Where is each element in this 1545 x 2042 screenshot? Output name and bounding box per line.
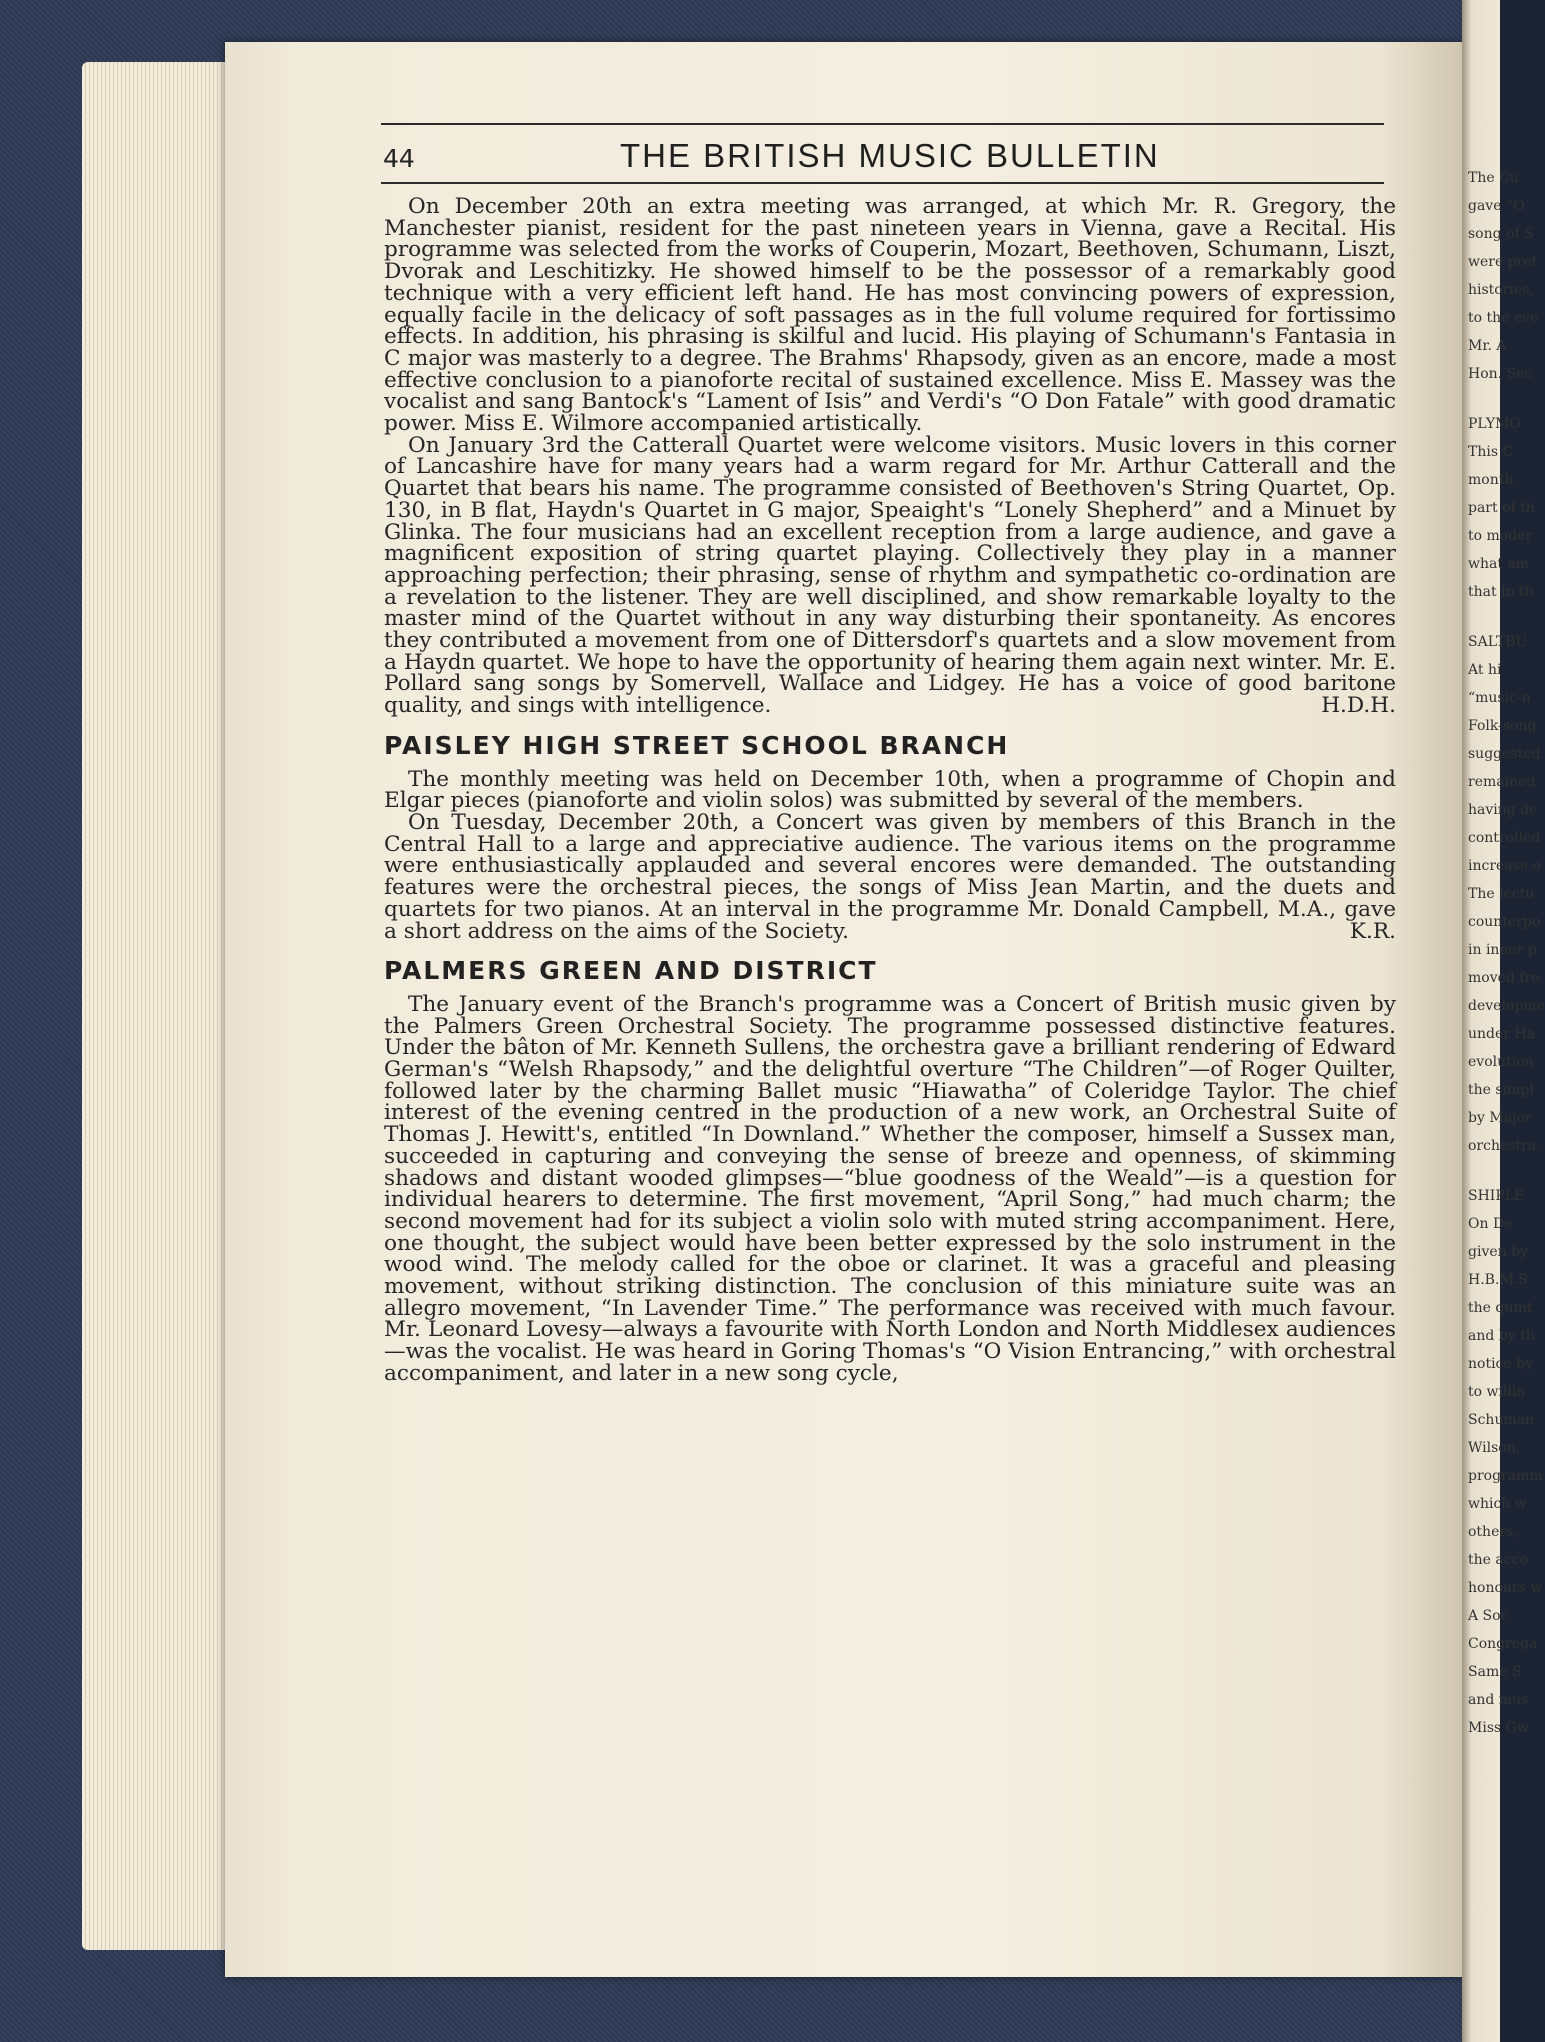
next-page-text-fragment: “music-n xyxy=(1468,690,1531,706)
paragraph xyxy=(384,432,1396,719)
next-page-text-fragment: that in th xyxy=(1468,584,1534,600)
next-page-text-fragment: The Cu xyxy=(1468,170,1519,186)
paragraph-text: On Tuesday, December 20th, a Concert was given by members of this Branch in the Central Hall to a large and appreciative audience. The various items on the programme were enthusiastically applauded and several encores were demanded. The outstanding features were the orchestral pieces, the songs of Miss Jean Martin, and the duets and quartets for two pianos. At an interval in the programme Mr. Donald Campbell, M.A., gave a short address on the aims of the Society. xyxy=(384,809,1396,944)
next-page-text-fragment: counterpo xyxy=(1468,914,1541,930)
next-page-text-fragment: Hon. Sec xyxy=(1468,366,1533,382)
next-page-text-fragment: were pref xyxy=(1468,254,1537,270)
next-page-text-fragment: to moder xyxy=(1468,528,1533,544)
signature: H.D.H. xyxy=(1321,693,1396,719)
next-page-text-fragment: PLYMO xyxy=(1468,416,1521,432)
next-page-text-fragment: This C xyxy=(1468,444,1514,460)
next-page-text-fragment: At hi xyxy=(1468,662,1502,678)
next-page-text-fragment: song of S xyxy=(1468,226,1534,242)
next-page-text-fragment: Schuman xyxy=(1468,1412,1535,1428)
running-title: THE BRITISH MUSIC BULLETIN xyxy=(620,137,1160,174)
next-page-text-fragment: Same S xyxy=(1468,1664,1522,1680)
next-page-text-fragment: under Ha xyxy=(1468,1026,1535,1042)
next-page-text-fragment: others, xyxy=(1468,1524,1518,1540)
next-page-text-fragment: part of th xyxy=(1468,500,1535,516)
article-body xyxy=(384,196,1396,1385)
next-page-text-fragment: in inner p xyxy=(1468,942,1537,958)
header-rule-top xyxy=(381,123,1384,125)
page-number: 44 xyxy=(383,144,415,173)
next-page-text-fragment: what am xyxy=(1468,556,1530,572)
next-page-text-fragment: by Major xyxy=(1468,1110,1532,1126)
next-page-text-fragment: notice by xyxy=(1468,1356,1533,1372)
next-page-text-fragment: honours w xyxy=(1468,1580,1543,1596)
next-page-text-fragment: having de xyxy=(1468,802,1538,818)
next-page-text-fragment: Miss Gw xyxy=(1468,1720,1529,1736)
next-page-text-fragment: and by th xyxy=(1468,1328,1535,1344)
section-heading: PALMERS GREEN AND DISTRICT xyxy=(384,956,878,986)
next-page-text-fragment: H.B.M.S xyxy=(1468,1272,1528,1288)
paragraph xyxy=(384,809,1396,944)
next-page-text-fragment: On De xyxy=(1468,1216,1513,1232)
next-page-text-fragment: Wilson, xyxy=(1468,1440,1521,1456)
next-page-text-fragment: suggested xyxy=(1468,746,1541,762)
next-page-text-fragment: A Soc xyxy=(1468,1608,1509,1624)
signature: K.R. xyxy=(1349,918,1396,944)
next-page-text-fragment: SALTBU xyxy=(1468,634,1528,650)
next-page-text-fragment: to the eve xyxy=(1468,310,1539,326)
next-page-text-fragment: Congrega xyxy=(1468,1636,1538,1652)
next-page-text-fragment: and mus xyxy=(1468,1692,1529,1708)
next-page-fragment xyxy=(1462,0,1545,2042)
next-page-text-fragment: the acco xyxy=(1468,1552,1528,1568)
next-page-text-fragment: The lectu xyxy=(1468,886,1535,902)
next-page-text-fragment: the simpl xyxy=(1468,1082,1534,1098)
next-page-text-fragment: month. xyxy=(1468,472,1518,488)
next-page-text-fragment: which w xyxy=(1468,1496,1527,1512)
paragraph: The January event of the Branch's programme was a Concert of British music given by the Palmers Green Orchestral Society. The programme possessed distinctive features. Under the bâton of Mr. Kenneth Sullens, the orchestra gave a brilliant rendering of Edward German's “Welsh Rhapsody,” and the delightful overture “The Children”—of Roger Quilter, followed later by the charming Ballet music “Hiawatha” of Coleridge Taylor. The chief interest of the evening centred in the production of a new work, an Orchestral Suite of Thomas J. Hewitt's, entitled “In Downland.” Whether the composer, himself a Sussex man, succeeded in capturing and conveying the sense of breeze and openness, of skimming shadows and distant wooded glimpses—“blue goodness of the Weald”—is a question for individual hearers to determine. The first movement, “April Song,” had much charm; the second movement had for its subject a violin solo with muted string accompaniment. Here, one thought, the subject would have been better expressed by the solo instrument in the wood wind. The melody called for the oboe or clarinet. It was a graceful and pleasing movement, without striking distinction. The conclusion of this miniature suite was an allegro movement, “In Lavender Time.” The performance was received with much favour. Mr. Leonard Lovesy—always a favourite with North London and North Middlesex audiences—was the vocalist. He was heard in Goring Thomas's “O Vision Entrancing,” with orchestral accompaniment, and later in a new song cycle, xyxy=(384,991,1396,1386)
next-page-text-fragment: programm xyxy=(1468,1468,1543,1484)
next-page-text-fragment: Folk-song xyxy=(1468,718,1537,734)
next-page-text-fragment: given by xyxy=(1468,1244,1528,1260)
next-page-text-fragment: gave “O xyxy=(1468,198,1525,214)
paragraph-text: On January 3rd the Catterall Quartet were welcome visitors. Music lovers in this corner of Lancashire have for many years had a warm regard for Mr. Arthur Catterall and the Quartet that bears his name. The programme consisted of Beethoven's String Quartet, Op. 130, in B flat, Haydn's Quartet in G major, Speaight's “Lonely Shepherd” and a Minuet by Glinka. The four musicians had an excellent reception from a large audience, and gave a magnificent exposition of string quartet playing. Collectively they play in a manner approaching perfection; their phrasing, sense of rhythm and sympathetic co-ordination are a revelation to the listener. They are well disciplined, and show remarkable loyalty to the master mind of the Quartet without in any way disturbing their spontaneity. As encores they contributed a movement from one of Dittersdorf's quartets and a slow movement from a Haydn quartet. We hope to have the opportunity of hearing them again next winter. Mr. E. Pollard sang songs by Somervell, Wallace and Lidgey. He has a voice of good baritone quality, and sings with intelligence. xyxy=(384,432,1396,719)
section-heading: PAISLEY HIGH STREET SCHOOL BRANCH xyxy=(384,730,1010,760)
paragraph: On December 20th an extra meeting was arranged, at which Mr. R. Gregory, the Manchester pianist, resident for the past nineteen years in Vienna, gave a Recital. His programme was selected from the works of Couperin, Mozart, Beethoven, Schumann, Liszt, Dvorak and Leschitizky. He showed himself to be the possessor of a remarkably good technique with a very efficient left hand. He has most convincing powers of expression, equally facile in the delicacy of soft passages as in the full volume required for fortissimo effects. In addition, his phrasing is skilful and lucid. His playing of Schumann's Fantasia in C major was masterly to a degree. The Brahms' Rhapsody, given as an encore, made a most effective conclusion to a pianoforte recital of sustained excellence. Miss E. Massey was the vocalist and sang Bantock's “Lament of Isis” and Verdi's “O Don Fatale” with good dramatic power. Miss E. Wilmore accompanied artistically. xyxy=(384,194,1396,437)
next-page-text-fragment: developme xyxy=(1468,998,1545,1014)
next-page-text-fragment: orchestra. xyxy=(1468,1138,1541,1154)
next-page-text-fragment: moved fro xyxy=(1468,970,1540,986)
next-page-text-fragment: to willin xyxy=(1468,1384,1526,1400)
next-page-text-fragment: SHIPLE xyxy=(1468,1188,1525,1204)
header-rule-bottom xyxy=(381,182,1384,184)
next-page-text-fragment: evolution xyxy=(1468,1054,1534,1070)
paragraph: The monthly meeting was held on December 10th, when a programme of Chopin and Elgar pieces (pianoforte and violin solos) was submitted by several of the members. xyxy=(384,766,1396,814)
page-edges xyxy=(82,62,232,1950)
next-page-text-fragment: histories, xyxy=(1468,282,1534,298)
next-page-text-fragment: Mr. A xyxy=(1468,338,1507,354)
next-page-text-fragment: remained xyxy=(1468,774,1536,790)
next-page-text-fragment: increase o xyxy=(1468,858,1542,874)
next-page-text-fragment: controlled xyxy=(1468,830,1541,846)
next-page-text-fragment: the quint xyxy=(1468,1300,1533,1316)
